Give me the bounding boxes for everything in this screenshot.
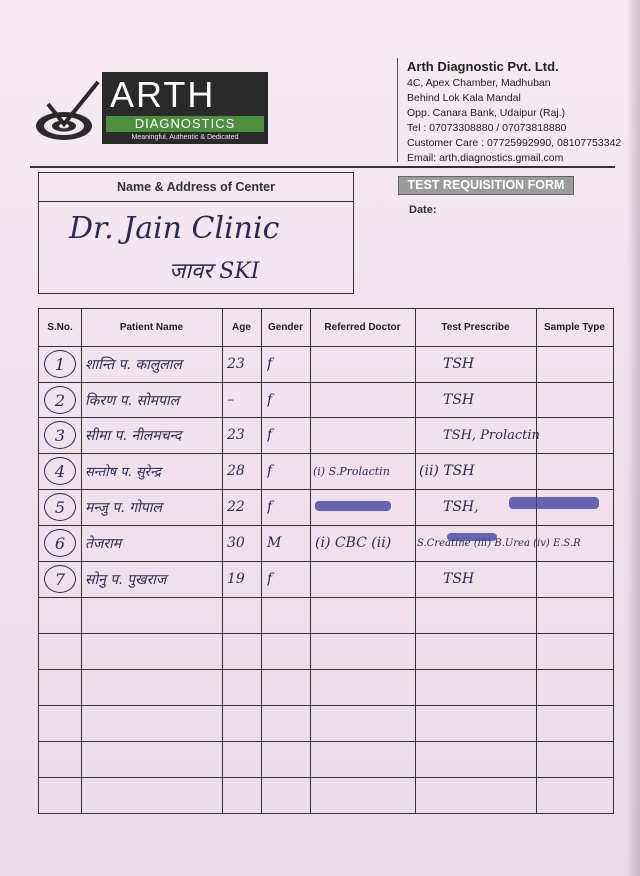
target-check-icon bbox=[34, 78, 102, 144]
cell-sno bbox=[39, 561, 81, 597]
cell-gender: f bbox=[267, 392, 273, 408]
company-line: Customer Care : 07725992990, 08107753342 bbox=[407, 137, 622, 149]
header-sno: S.No. bbox=[47, 322, 73, 333]
cell-gender: M bbox=[267, 535, 282, 551]
center-name-handwritten: Dr. Jain Clinic bbox=[69, 211, 280, 246]
cell-patient-name: तेजराम bbox=[85, 535, 122, 552]
cell-test: TSH bbox=[443, 571, 475, 587]
row-divider bbox=[39, 705, 613, 706]
form-title: TEST REQUISITION FORM bbox=[398, 176, 574, 195]
row-divider bbox=[39, 741, 613, 742]
row-divider bbox=[39, 777, 613, 778]
cell-gender: f bbox=[267, 356, 273, 372]
cell-age: 23 bbox=[227, 356, 245, 372]
cell-test: S.Creatine (iii) B.Urea (iv) E.S.R bbox=[417, 537, 581, 549]
cell-sample bbox=[539, 346, 609, 382]
company-line: Opp. Canara Bank, Udaipur (Raj.) bbox=[407, 107, 566, 119]
sno-circle: 2 bbox=[44, 386, 76, 414]
cell-gender: f bbox=[267, 571, 273, 587]
sno-circle: 1 bbox=[44, 350, 76, 378]
header-sample-type: Sample Type bbox=[544, 322, 605, 333]
center-box bbox=[38, 172, 354, 294]
scan-edge-shadow bbox=[626, 0, 640, 876]
cell-patient-name: सीमा प. नीलमचन्द bbox=[85, 427, 182, 444]
cell-referred-doctor bbox=[313, 561, 413, 597]
cell-age: 28 bbox=[227, 463, 245, 479]
row-divider bbox=[39, 633, 613, 634]
row-divider bbox=[39, 669, 613, 670]
cell-age: 23 bbox=[227, 427, 245, 443]
cell-sno bbox=[39, 346, 81, 382]
header-age: Age bbox=[232, 322, 251, 333]
date-label: Date: bbox=[409, 204, 437, 216]
cell-referred-doctor: (i) CBC (ii) bbox=[315, 535, 392, 551]
cell-sample bbox=[539, 561, 609, 597]
cell-patient-name: शान्ति प. कालुलाल bbox=[85, 356, 182, 373]
company-name: Arth Diagnostic Pvt. Ltd. bbox=[407, 59, 559, 74]
center-heading: Name & Address of Center bbox=[39, 173, 353, 202]
cell-patient-name: मन्जु प. गोपाल bbox=[85, 499, 162, 516]
company-line: Email: arth.diagnostics.gmail.com bbox=[407, 152, 564, 164]
header-divider-vertical bbox=[397, 58, 398, 162]
center-address-handwritten: जावर SKI bbox=[169, 259, 260, 284]
arth-logo bbox=[34, 72, 239, 148]
header-patient-name: Patient Name bbox=[119, 322, 184, 333]
logo-wordmark bbox=[102, 72, 268, 144]
header-test-prescribe: Test Prescribe bbox=[441, 322, 510, 333]
header-gender: Gender bbox=[267, 322, 303, 333]
cell-gender: f bbox=[267, 499, 273, 515]
logo-tagline: Meaningful, Authentic & Dedicated bbox=[131, 134, 239, 141]
sno-circle: 4 bbox=[44, 457, 76, 485]
header-divider bbox=[30, 166, 615, 168]
cell-referred-doctor bbox=[313, 489, 413, 525]
logo-name: ARTH bbox=[110, 74, 216, 115]
cell-test: TSH bbox=[443, 392, 475, 408]
sno-circle: 5 bbox=[44, 493, 76, 521]
company-info bbox=[407, 58, 627, 166]
cell-test: TSH bbox=[443, 356, 475, 372]
company-line: Tel : 07073308880 / 07073818880 bbox=[407, 122, 567, 134]
cell-age: 30 bbox=[227, 535, 245, 551]
company-line: 4C, Apex Chamber, Madhuban bbox=[407, 77, 551, 89]
company-line: Behind Lok Kala Mandal bbox=[407, 92, 521, 104]
cell-test: TSH, bbox=[443, 499, 479, 515]
cell-sno bbox=[39, 417, 81, 453]
cell-referred-doctor bbox=[313, 417, 413, 453]
row-divider bbox=[39, 597, 613, 598]
cell-patient-name: सन्तोष प. सुरेन्द्र bbox=[85, 465, 161, 480]
logo-sub: DIAGNOSTICS bbox=[106, 116, 264, 132]
scribble-mark bbox=[509, 497, 599, 509]
cell-sno bbox=[39, 489, 81, 525]
sno-circle: 7 bbox=[44, 565, 76, 593]
cell-sample bbox=[539, 453, 609, 489]
cell-gender: f bbox=[267, 427, 273, 443]
cell-test: TSH, Prolactin bbox=[443, 427, 540, 443]
cell-sample bbox=[539, 382, 609, 418]
cell-sno bbox=[39, 453, 81, 489]
cell-patient-name: किरण प. सोमपाल bbox=[85, 392, 180, 409]
cell-referred-doctor bbox=[313, 346, 413, 382]
requisition-table bbox=[38, 308, 614, 814]
header-referred-doctor: Referred Doctor bbox=[324, 322, 401, 333]
cell-referred-doctor bbox=[313, 382, 413, 418]
sno-circle: 3 bbox=[44, 421, 76, 449]
cell-sno bbox=[39, 525, 81, 561]
cell-referred-doctor: (i) S.Prolactin bbox=[313, 464, 390, 478]
sno-circle: 6 bbox=[44, 529, 76, 557]
cell-gender: f bbox=[267, 463, 273, 479]
cell-age: – bbox=[227, 392, 234, 408]
cell-sno bbox=[39, 382, 81, 418]
cell-patient-name: सोनु प. पुखराज bbox=[85, 571, 167, 588]
cell-age: 22 bbox=[227, 499, 245, 515]
cell-test: (ii) TSH bbox=[419, 463, 475, 479]
cell-age: 19 bbox=[227, 571, 245, 587]
